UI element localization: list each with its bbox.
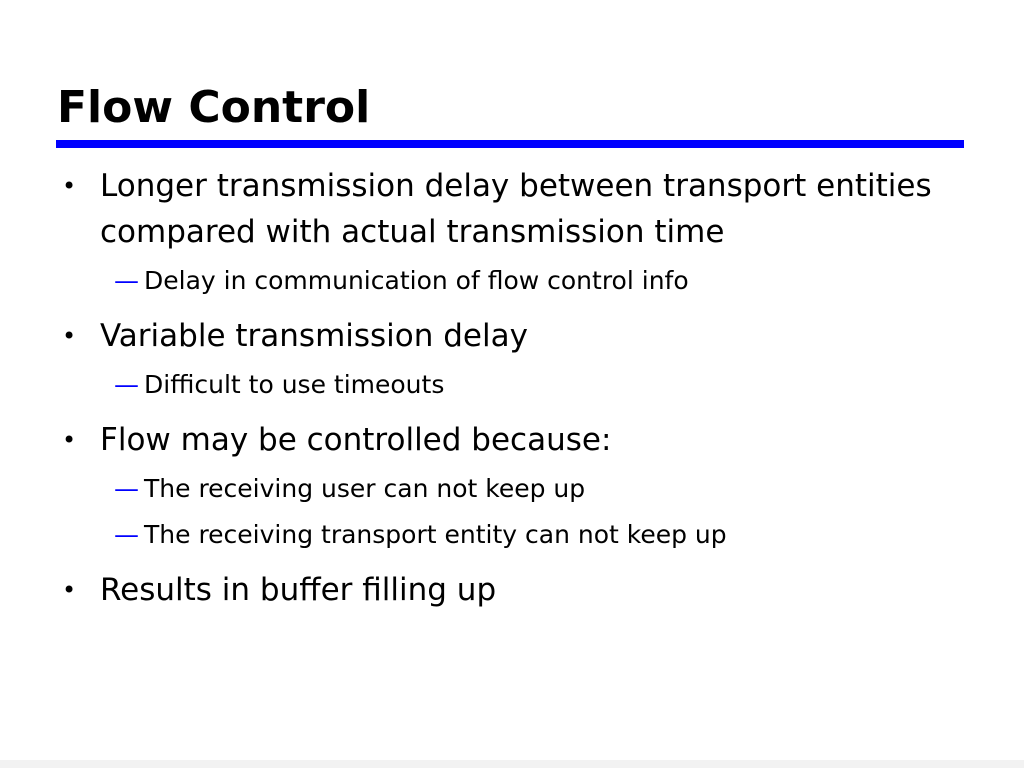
bullet-text: Results in buffer filling up [100,572,497,608]
bullet-dot-icon: • [62,172,77,200]
sub-bullet-text: The receiving user can not keep up [144,474,586,503]
title-underline [56,140,964,148]
sub-bullet-text: Difficult to use timeouts [144,370,445,399]
bullet-text: Variable transmission delay [100,318,528,354]
bullet-dot-icon: • [62,426,77,454]
bullet-item [62,417,982,463]
slide-title: Flow Control [57,82,371,133]
sub-bullet-item [62,261,982,301]
em-dash-icon: — [114,266,139,295]
bullet-dot-icon: • [62,322,77,350]
sub-bullet-text: Delay in communication of flow control info [144,266,689,295]
bottom-edge-bar [0,760,1024,768]
sub-bullet-text: The receiving transport entity can not keep up [144,520,727,549]
sub-bullet-item [62,365,982,405]
bullet-item [62,313,982,359]
em-dash-icon: — [114,520,139,549]
bullet-text: Flow may be controlled because: [100,422,612,458]
sub-bullet-item [62,515,982,555]
bullet-list [62,163,982,619]
bullet-text: Longer transmission delay between transport entities compared with actual transmission time [100,168,932,250]
bullet-item [62,163,982,255]
sub-bullet-item [62,469,982,509]
bullet-item [62,567,982,613]
bullet-dot-icon: • [62,576,77,604]
em-dash-icon: — [114,474,139,503]
em-dash-icon: — [114,370,139,399]
